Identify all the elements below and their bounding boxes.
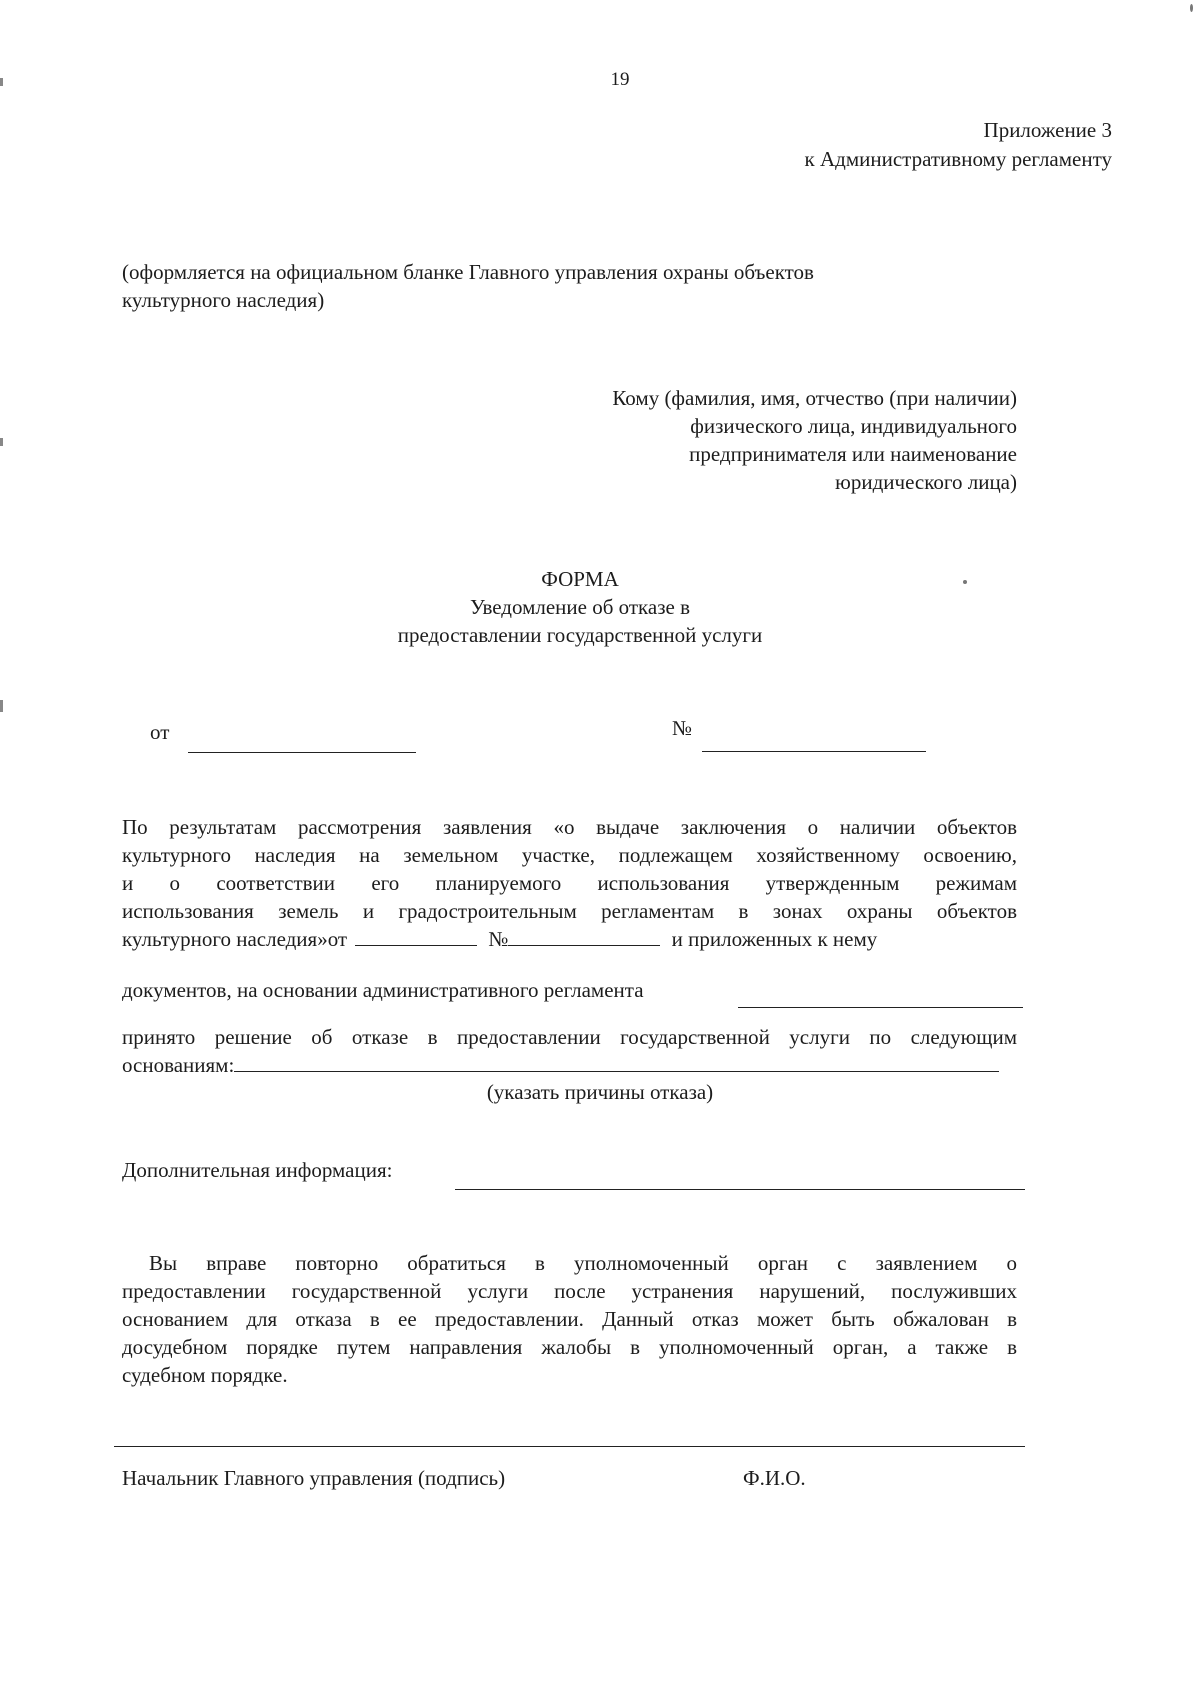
appendix-header (805, 116, 1112, 174)
blank-note (122, 258, 814, 314)
closing-line: Вы вправе повторно обратиться в уполномоченный орган с заявлением о (149, 1251, 1017, 1275)
recipient-line: физического лица, индивидуального (690, 414, 1017, 438)
body-line: использования земель и градостроительным регламентам в зонах охраны объектов (122, 899, 1017, 923)
regulation-blank-line (738, 1007, 1023, 1008)
body-line: По результатам рассмотрения заявления «о выдаче заключения о наличии объектов (122, 815, 1017, 839)
recipient-line: юридического лица) (835, 470, 1017, 494)
number-blank-line (702, 751, 926, 752)
page-number: 19 (610, 69, 630, 90)
body-paragraph (122, 813, 1017, 953)
date-label: от (150, 720, 170, 744)
appendix-line: к Административному регламенту (804, 147, 1112, 171)
title-line: предоставлении государственной услуги (397, 623, 763, 647)
body-text: и приложенных к нему (671, 927, 878, 951)
form-label: ФОРМА (541, 567, 619, 591)
decision-text: основаниям: (122, 1053, 235, 1077)
recipient-line: Кому (фамилия, имя, отчество (при наличии) (612, 386, 1017, 410)
date-blank-line (188, 752, 416, 753)
closing-paragraph (122, 1249, 1017, 1389)
signer-fio: Ф.И.О. (743, 1466, 806, 1490)
application-date-blank (355, 927, 477, 946)
scan-edge-mark (0, 438, 3, 446)
closing-line: предоставлении государственной услуги после устранения нарушений, послуживших (122, 1279, 1017, 1303)
scan-speck (1190, 4, 1193, 12)
reasons-hint: (указать причины отказа) (486, 1080, 714, 1104)
body-line (122, 925, 1017, 953)
body-text: № (488, 927, 509, 951)
document-title (0, 565, 1160, 649)
recipient-line: предпринимателя или наименование (689, 442, 1017, 466)
signer-title: Начальник Главного управления (подпись) (122, 1466, 506, 1490)
closing-line: досудебном порядке путем направления жалобы в уполномоченный орган, а также в (122, 1335, 1017, 1359)
title-line: Уведомление об отказе в (469, 595, 691, 619)
scan-edge-mark (0, 700, 3, 712)
documents-line: документов, на основании административного регламента (122, 978, 644, 1002)
body-line: и о соответствии его планируемого использования утвержденным режимам (122, 871, 1017, 895)
extra-info-blank-line (455, 1189, 1025, 1190)
extra-info-label: Дополнительная информация: (122, 1158, 393, 1182)
recipient-block (612, 384, 1017, 496)
signature-rule (114, 1446, 1025, 1447)
closing-line: основанием для отказа в ее предоставлении. Данный отказ может быть обжалован в (122, 1307, 1017, 1331)
decision-block (122, 1023, 1017, 1079)
application-number-blank (508, 927, 660, 946)
closing-line: судебном порядке. (122, 1363, 288, 1387)
decision-line (122, 1051, 1017, 1079)
reasons-blank-line (234, 1053, 999, 1072)
appendix-line: Приложение 3 (983, 118, 1112, 142)
blank-note-line: культурного наследия) (122, 288, 325, 312)
number-label: № (672, 716, 693, 740)
blank-note-line: (оформляется на официальном бланке Главного управления охраны объектов (122, 260, 814, 284)
decision-line: принято решение об отказе в предоставлении государственной услуги по следующим (122, 1025, 1017, 1049)
body-text: культурного наследия»от (122, 927, 348, 951)
body-line: культурного наследия на земельном участке, подлежащем хозяйственному освоению, (122, 843, 1017, 867)
